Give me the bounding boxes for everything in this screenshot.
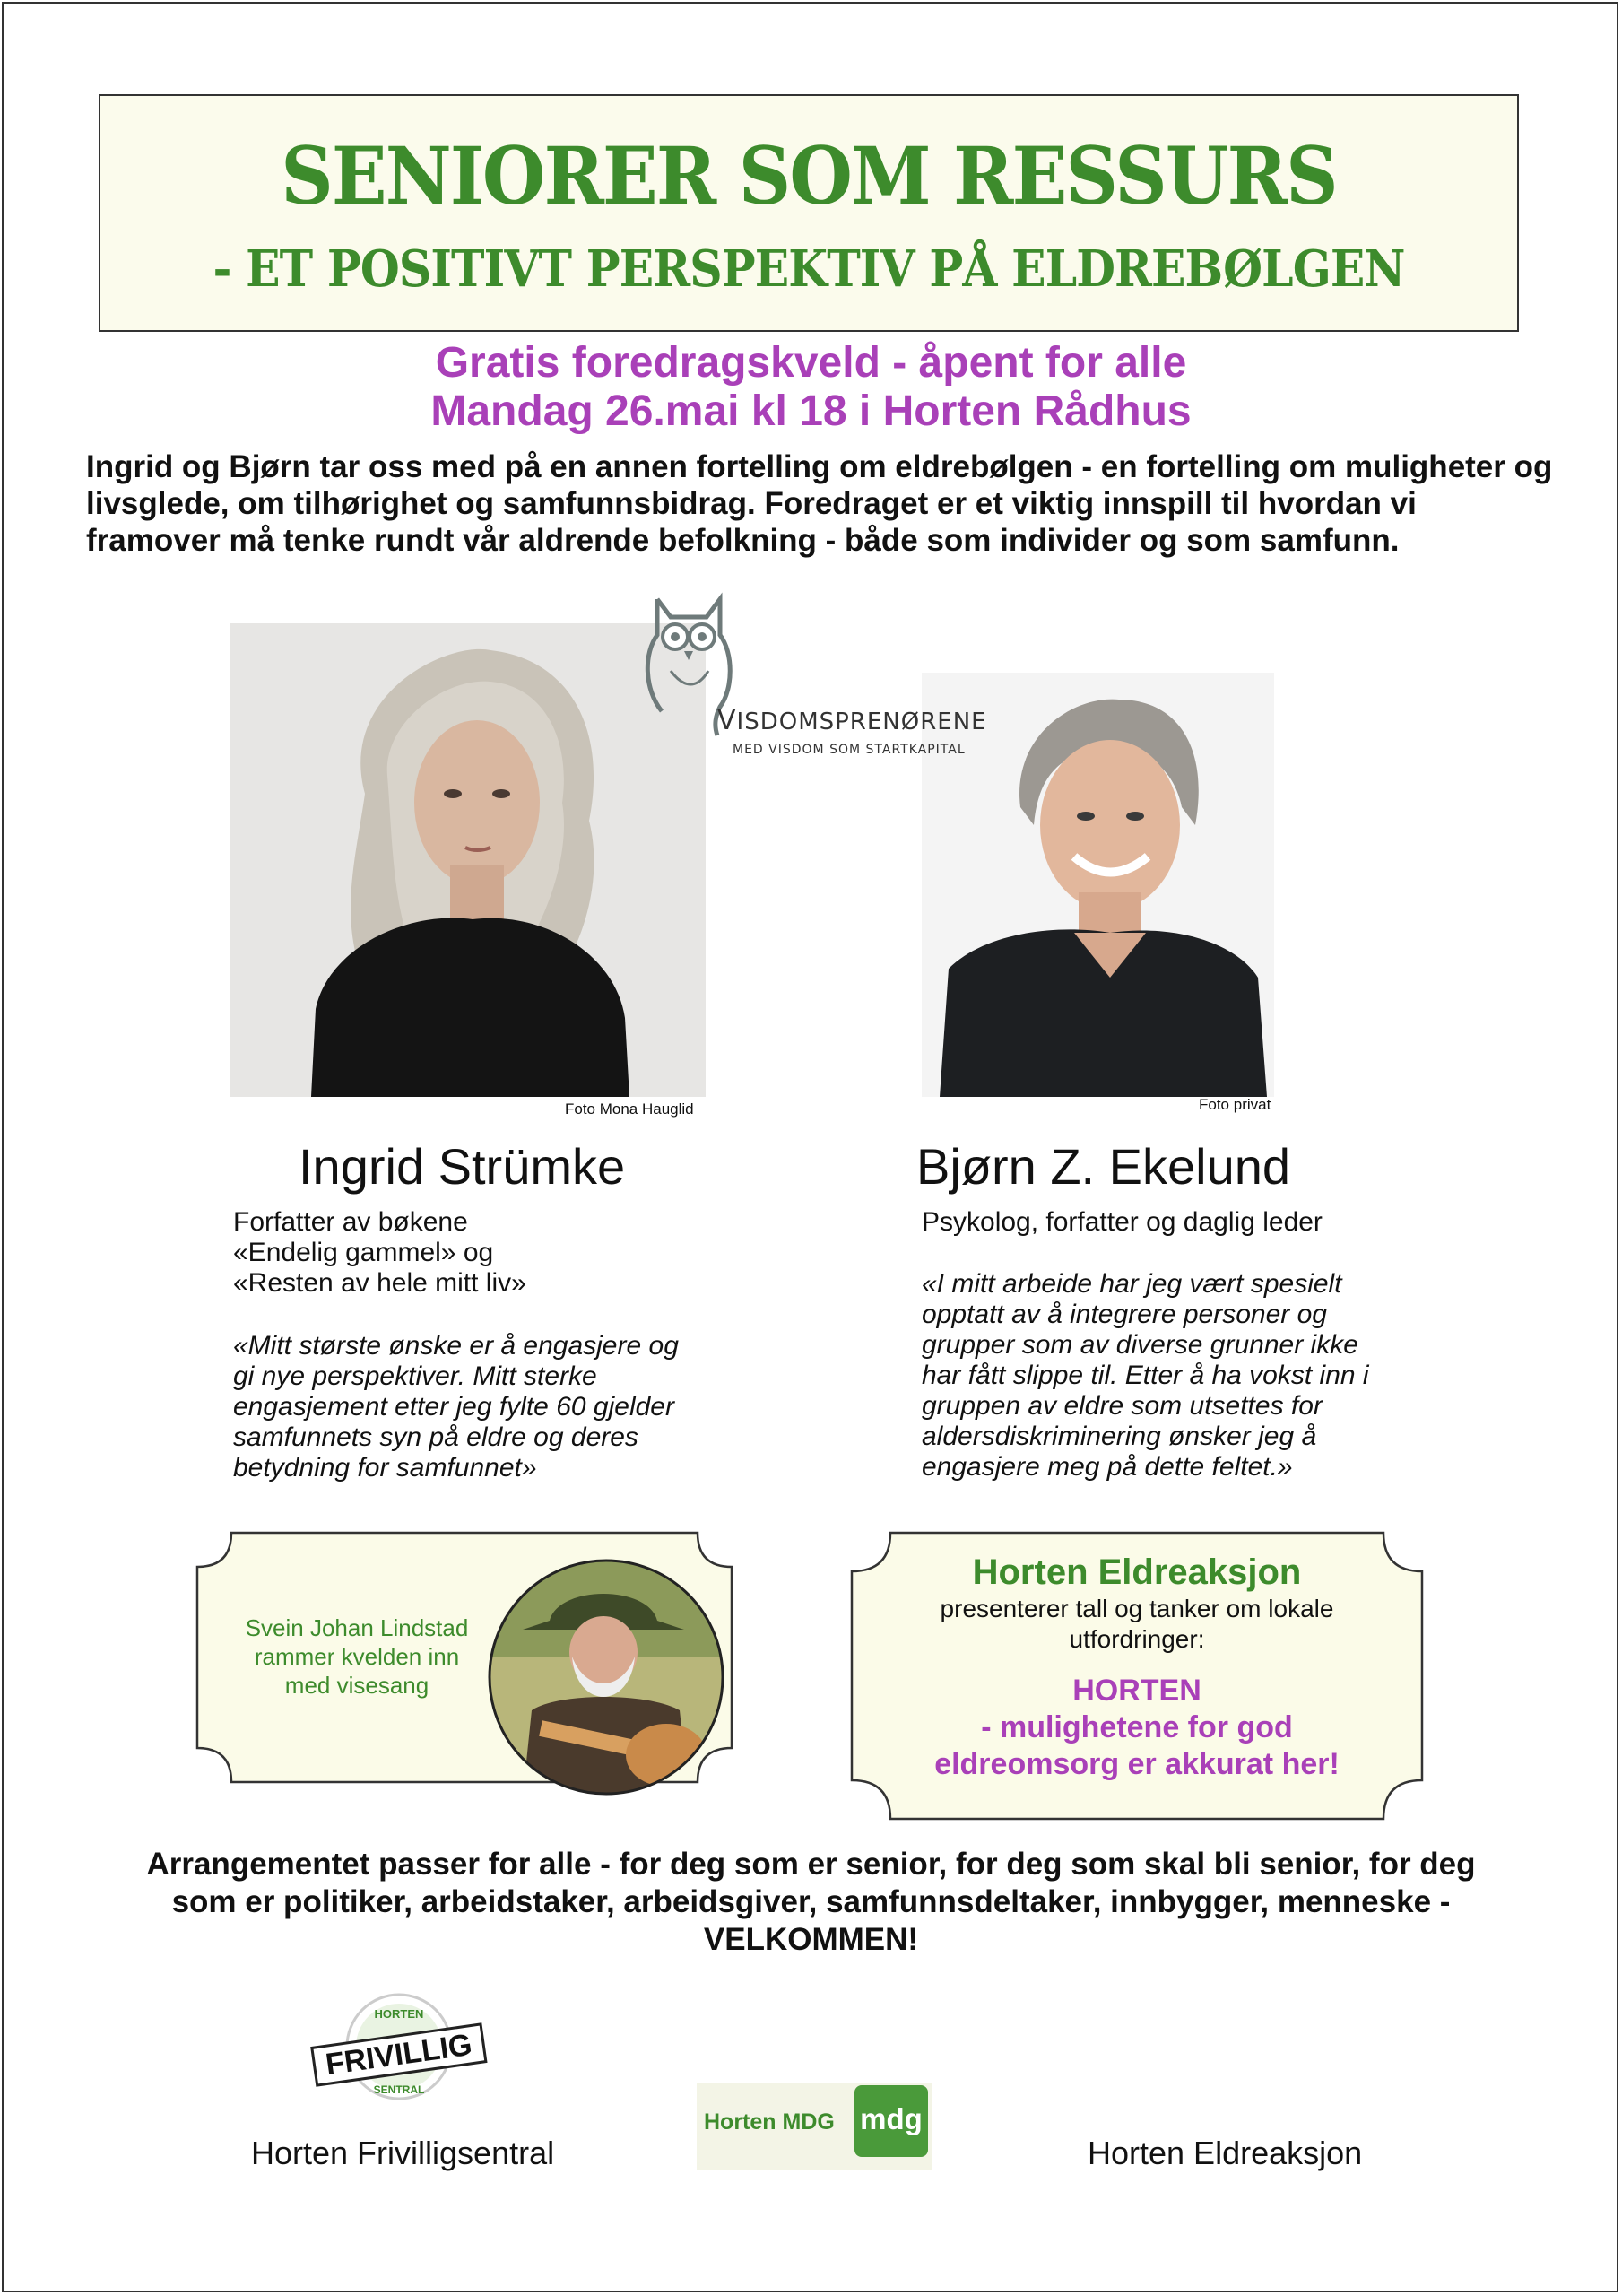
mdg-mark: mdg: [854, 2085, 928, 2157]
music-line-3: med visesang: [284, 1672, 429, 1699]
logo-letter: V: [717, 705, 737, 736]
mdg-name: Horten MDG: [704, 2109, 835, 2135]
footer-frivilligsentral: Horten Frivilligsentral: [251, 2135, 555, 2171]
intro-paragraph: Ingrid og Bjørn tar oss med på en annen fortelling om eldrebølgen - en fortelling om muligheter og livsglede, om tilhørighet og samfunnsbidrag. Foredraget er et viktig innspill til hvordan vi framover må tenke rundt vår aldrende befolkning - både som individer og som samfunn.: [86, 449, 1553, 558]
photo-credit-ingrid: Foto Mona Hauglid: [565, 1100, 694, 1118]
frivillig-logo-top: HORTEN: [374, 2007, 424, 2021]
music-text: [213, 1613, 500, 1700]
guitarist-photo: [487, 1558, 725, 1796]
eldreaksjon-highlight-1: HORTEN: [1072, 1674, 1201, 1708]
closing-paragraph: Arrangementet passer for alle - for deg som er senior, for deg som skal bli senior, for deg som er politiker, arbeidstaker, arbeidsgiver, samfunnsdeltaker, innbygger, menneske - VELKOMMEN!: [146, 1847, 1476, 1957]
speaker-desc-ingrid: Forfatter av bøkene «Endelig gammel» og «Resten av hele mitt liv»: [233, 1207, 526, 1298]
title-banner: [99, 94, 1519, 332]
event-line-1: Gratis foredragskveld - åpent for alle: [435, 339, 1187, 387]
speaker-desc-bjorn: Psykolog, forfatter og daglig leder: [922, 1207, 1323, 1237]
visdomsprenorene-logo: [628, 581, 1004, 761]
logo-name: ISDOMSPRENØRENE: [736, 709, 987, 735]
eldreaksjon-highlight-3: eldreomsorg er akkurat her!: [934, 1747, 1340, 1781]
music-line-2: rammer kvelden inn: [254, 1643, 460, 1670]
speaker-quote-ingrid: «Mitt største ønske er å engasjere og gi nye perspektiver. Mitt sterke engasjement etter jeg fylte 60 gjelder samfunnets syn på eldre og deres betydning for samfunnet»: [233, 1331, 679, 1483]
frivillig-logo: [305, 1991, 493, 2108]
frivillig-logo-main: FRIVILLIG: [323, 2027, 474, 2083]
eldreaksjon-text-2: utfordringer:: [1069, 1625, 1205, 1653]
poster-subtitle: - ET POSITIVT PERSPEKTIV PÅ ELDREBØLGEN: [213, 239, 1405, 299]
event-line-2: Mandag 26.mai kl 18 i Horten Rådhus: [430, 387, 1192, 435]
poster-title: SENIORER SOM RESSURS: [281, 129, 1337, 222]
eldreaksjon-highlight-2: - mulighetene for god: [981, 1710, 1293, 1744]
logo-tagline: MED VISDOM SOM STARTKAPITAL: [733, 743, 966, 757]
music-box: [195, 1531, 733, 1784]
music-line-1: Svein Johan Lindstad: [245, 1614, 469, 1641]
eldreaksjon-text-1: presenterer tall og tanker om lokale: [940, 1595, 1334, 1622]
eldreaksjon-title: Horten Eldreaksjon: [972, 1552, 1302, 1592]
speaker-name-bjorn: Bjørn Z. Ekelund: [916, 1138, 1291, 1195]
speaker-quote-bjorn: «I mitt arbeide har jeg vært spesielt opptatt av å integrere personer og grupper som av diverse grunner ikke har fått slippe til. Etter å ha vokst inn i gruppen av eldre som utsettes for aldersdiskriminering ønsker jeg å engasjere meg på dette feltet.»: [922, 1269, 1369, 1482]
frivillig-logo-mark: [305, 1991, 493, 2108]
eldreaksjon-box: [850, 1531, 1424, 1821]
frivillig-logo-bottom: SENTRAL: [373, 2083, 425, 2096]
mdg-logo: [697, 2083, 932, 2170]
speaker-name-ingrid: Ingrid Strümke: [299, 1138, 626, 1195]
footer-eldreaksjon: Horten Eldreaksjon: [1088, 2135, 1363, 2171]
photo-credit-bjorn: Foto privat: [1199, 1096, 1271, 1113]
guitarist-illustration: [487, 1558, 725, 1796]
